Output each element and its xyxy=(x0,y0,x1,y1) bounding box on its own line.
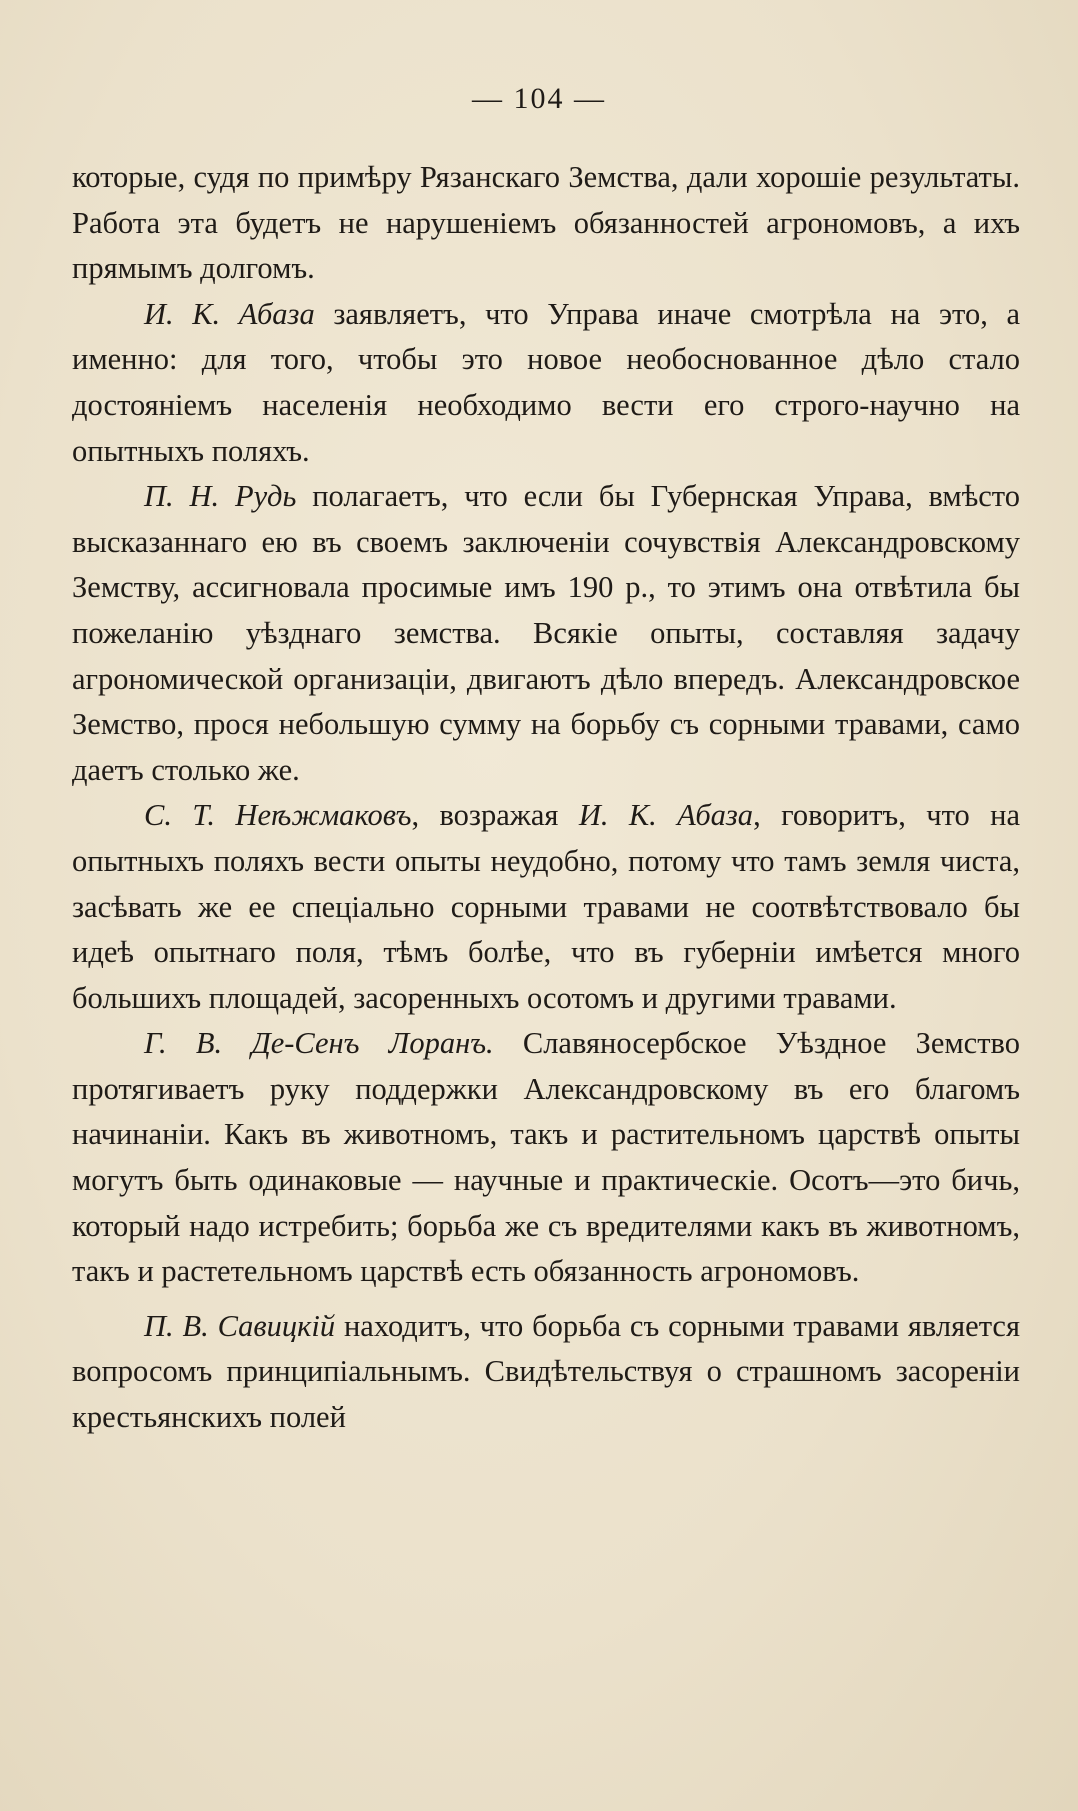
speaker-name: Г. В. Де-Сенъ Лоранъ. xyxy=(144,1026,494,1061)
paragraph-1 xyxy=(72,155,1020,292)
paragraph-savitsky xyxy=(72,1304,1020,1441)
paragraph-neezhmakov xyxy=(72,793,1020,1021)
paragraph-abaza xyxy=(72,292,1020,474)
speaker-name: С. Т. Неѣжмаковъ xyxy=(144,798,412,833)
paragraph-text: находитъ, что борьба съ сорными травами является вопросомъ принципіальнымъ. Свидѣтельствуя о страшномъ засореніи крестьянскихъ полей xyxy=(72,1308,1020,1435)
speaker-name: И. К. Абаза xyxy=(144,296,315,331)
paragraph-text: заявляетъ, что Управа иначе смотрѣла на это, а именно: для того, чтобы это новое необоснованное дѣло стало достояніемъ населенія необходимо вести его строго-научно на опытныхъ поляхъ. xyxy=(72,296,1020,468)
paragraph-text: которые, судя по примѣру Рязанскаго Земства, дали хорошіе результаты. Работа эта будетъ не нарушеніемъ обязанностей агрономовъ, а ихъ прямымъ долгомъ. xyxy=(72,160,1020,286)
speaker-name: П. Н. Рудь xyxy=(144,479,297,514)
page-number: — 104 — xyxy=(472,82,606,115)
paragraph-rud xyxy=(72,474,1020,793)
paragraph-text: , говоритъ, что на опытныхъ поляхъ вести опыты неудобно, потому что тамъ земля чиста, засѣвать же ее спеціально сорными травами не соотвѣтствовало бы идеѣ опытнаго поля, тѣмъ болѣе, что въ губерніи имѣется много большихъ площадей, засоренныхъ осотомъ и другими травами. xyxy=(72,798,1021,1015)
page-body xyxy=(72,155,1020,1441)
speaker-name: И. К. Абаза xyxy=(578,798,754,833)
paragraph-de-sen-loran xyxy=(72,1021,1020,1295)
paragraph-text: полагаетъ, что если бы Губернская Управа, вмѣсто высказаннаго ею въ своемъ заключеніи сочувствія Александровскому Земству, ассигновала просимые имъ 190 р., то этимъ она отвѣтила бы пожеланію уѣзднаго земства. Всякіе опыты, составляя задачу агрономической организаціи, двигаютъ дѣло впередъ. Александровское Земство, прося небольшую сумму на борьбу съ сорными травами, само даетъ столько же. xyxy=(72,479,1020,787)
paragraph-text: , возражая xyxy=(411,798,579,833)
speaker-name: П. В. Савицкій xyxy=(144,1308,336,1343)
paragraph-text: Славяносербское Уѣздное Земство протягиваетъ руку поддержки Александровскому въ его благомъ начинаніи. Какъ въ животномъ, такъ и растительномъ царствѣ опыты могутъ быть одинаковые — научные и практическіе. Осотъ—это бичь, который надо истребить; борьба же съ вредителями какъ въ животномъ, такъ и растетельномъ царствѣ есть обязанность агрономовъ. xyxy=(72,1026,1020,1289)
